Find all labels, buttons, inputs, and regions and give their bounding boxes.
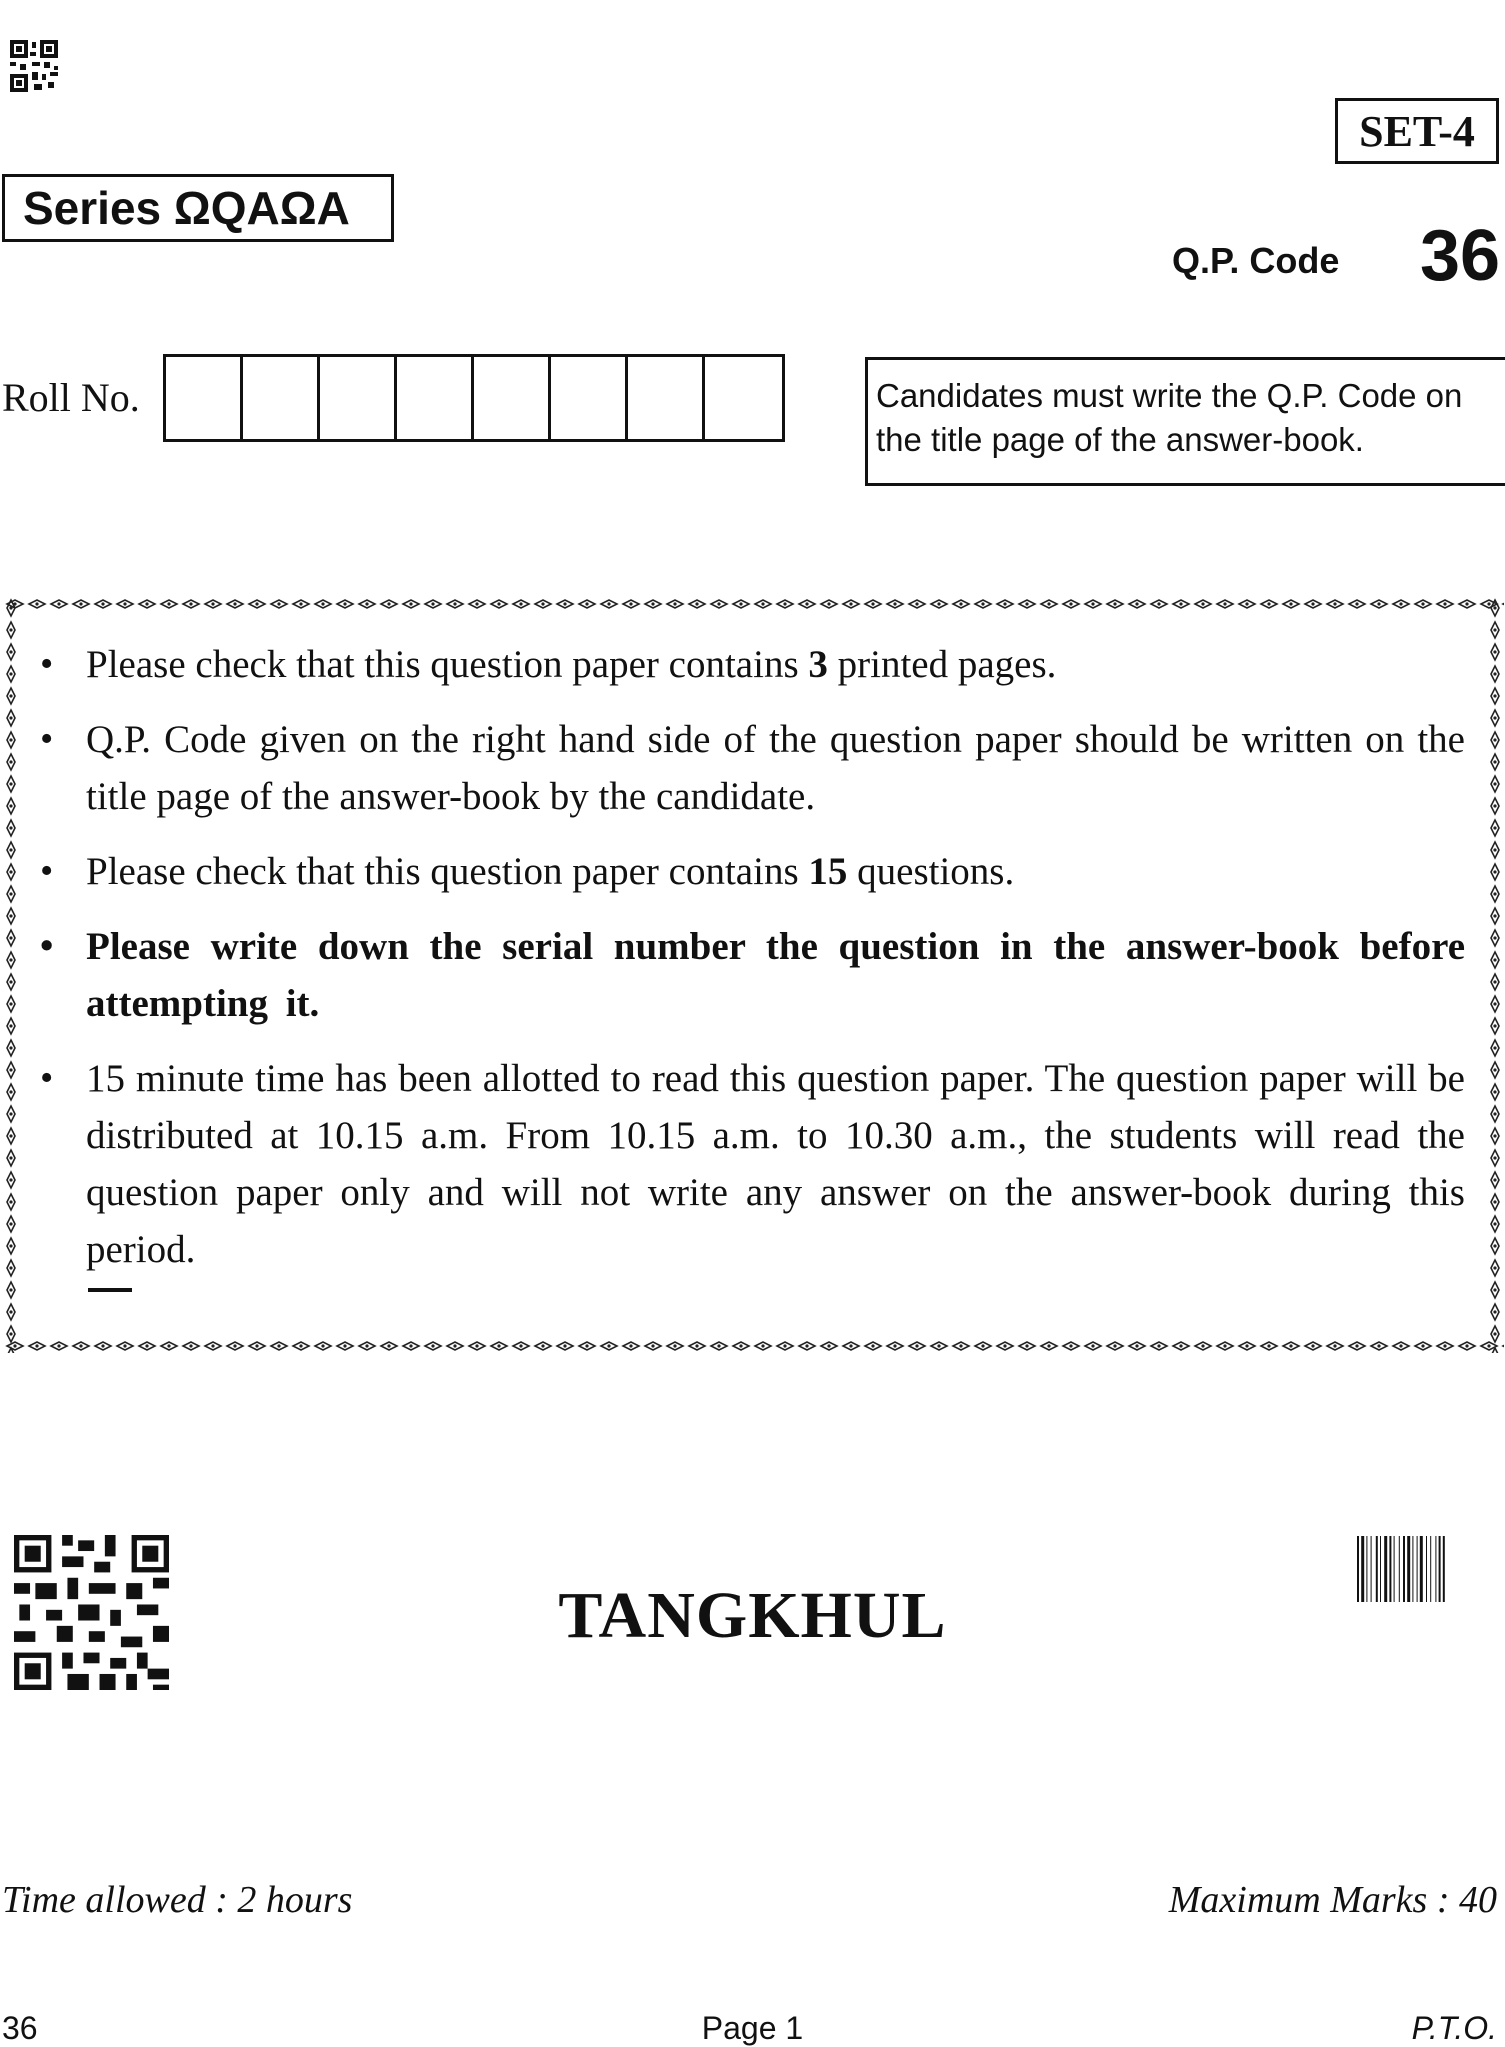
roll-number-boxes[interactable] (163, 354, 785, 442)
instruction-item: • 15 minute time has been allotted to read this question paper. The question paper will be distributed at 10.15 a.m. From 10.15 a.m. to 10.30 a.m., the students will read the question paper only and will not write any answer on the answer-book during this period. (30, 1050, 1465, 1278)
series-label: Series ΩQAΩA (2, 174, 394, 242)
footer-code: 36 (2, 2010, 38, 2046)
roll-number-cell[interactable] (474, 357, 551, 439)
roll-number-cell[interactable] (628, 357, 705, 439)
instruction-item: • Q.P. Code given on the right hand side of the question paper should be written on the title page of the answer-book by the candidate. (30, 711, 1465, 825)
roll-number-cell[interactable] (551, 357, 628, 439)
subject-title: TANGKHUL (558, 1579, 947, 1652)
roll-number-cell[interactable] (705, 357, 782, 439)
roll-number-label: Roll No. (2, 375, 140, 420)
qp-code-value: 36 (1420, 216, 1501, 296)
instruction-item: • Please check that this question paper contains 3 printed pages. (30, 636, 1465, 693)
qp-code-label: Q.P. Code (1172, 240, 1340, 281)
instruction-item: • Please check that this question paper contains 15 questions. (30, 843, 1465, 900)
roll-number-cell[interactable] (243, 357, 320, 439)
instruction-item: • Please write down the serial number the question in the answer-book before attempting it. (30, 918, 1465, 1032)
barcode-icon (1356, 1536, 1493, 1602)
maximum-marks: Maximum Marks : 40 (1168, 1879, 1497, 1921)
instructions-list (30, 636, 1465, 1296)
set-label: SET-4 (1335, 98, 1499, 164)
time-allowed: Time allowed : 2 hours (2, 1879, 353, 1921)
divider (88, 1288, 132, 1292)
roll-number-cell[interactable] (320, 357, 397, 439)
candidate-notice: Candidates must write the Q.P. Code on the title page of the answer-book. (865, 357, 1505, 486)
pto-label: P.T.O. (1411, 2010, 1497, 2046)
roll-number-cell[interactable] (397, 357, 474, 439)
page-number: Page 1 (701, 2010, 804, 2046)
qr-code-small-icon (10, 40, 58, 92)
roll-number-cell[interactable] (166, 357, 243, 439)
